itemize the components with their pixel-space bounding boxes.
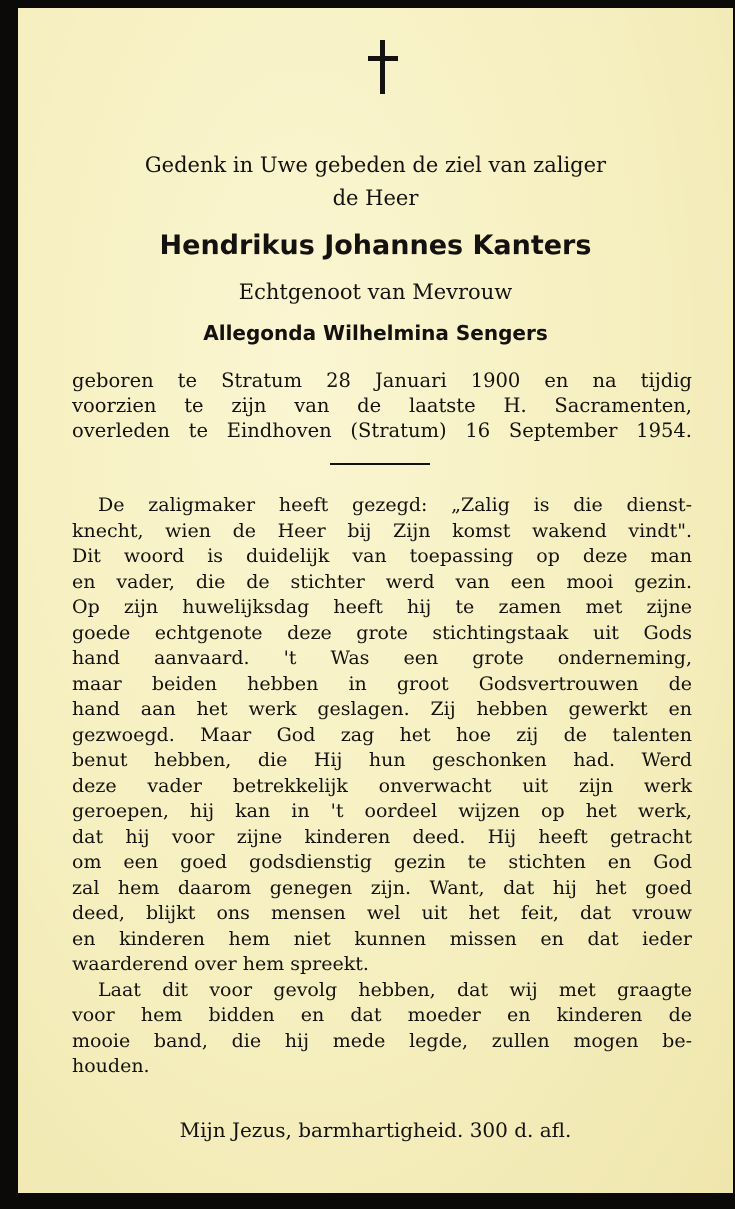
eulogy-line: houden.: [72, 1055, 150, 1077]
eulogy-line: zal hem daarom genegen zijn. Want, dat hij het goed: [72, 876, 692, 899]
divider: [330, 463, 430, 465]
eulogy-line: voor hem bidden en dat moeder en kinderen de: [72, 1004, 692, 1026]
eulogy-paragraph: [72, 493, 692, 1080]
intro-line: Gedenk in Uwe gebeden de ziel van zaliger: [144, 153, 607, 177]
birth-line: voorzien te zijn van de laatste H. Sacramenten,: [72, 394, 692, 417]
title-line: de Heer: [332, 186, 419, 210]
eulogy-line: Laat dit voor gevolg hebben, dat wij met graagte: [98, 978, 692, 1001]
birth-line: overleden te Eindhoven (Stratum) 16 September 1954.: [72, 419, 692, 442]
eulogy-line: Op zijn huwelijksdag heeft hij te zamen met zijne: [72, 596, 692, 618]
birth-death-paragraph: [72, 368, 692, 443]
relation-line: Echtgenoot van Mevrouw: [238, 280, 513, 304]
eulogy-line: Dit woord is duidelijk van toepassing op deze man: [72, 545, 692, 567]
eulogy-line: en kinderen hem niet kunnen missen en dat ieder: [72, 927, 692, 950]
indulgence-prayer: Mijn Jezus, barmhartigheid. 300 d. afl.: [179, 1118, 572, 1142]
eulogy-line: knecht, wien de Heer bij Zijn komst wakend vindt".: [72, 519, 692, 542]
eulogy-line: om een goed godsdienstig gezin te stichten en God: [72, 851, 692, 873]
eulogy-line: hand aanvaard. 't Was een grote onderneming,: [72, 647, 692, 669]
eulogy-line: mooie band, die hij mede legde, zullen mogen be-: [72, 1029, 692, 1052]
eulogy-line: deed, blijkt ons mensen wel uit het feit, dat vrouw: [72, 902, 692, 924]
deceased-name: Hendrikus Johannes Kanters: [159, 230, 592, 261]
eulogy-line: deze vader betrekkelijk onverwacht uit zijn werk: [72, 774, 692, 797]
eulogy-line: benut hebben, die Hij hun geschonken had. Werd: [72, 749, 692, 771]
eulogy-line: maar beiden hebben in groot Godsvertrouwen de: [72, 672, 692, 695]
eulogy-line: gezwoegd. Maar God zag het hoe zij de talenten: [72, 723, 692, 746]
eulogy-line: waarderend over hem spreekt.: [72, 953, 369, 975]
eulogy-line: dat hij voor zijne kinderen deed. Hij heeft getracht: [72, 825, 692, 848]
eulogy-line: De zaligmaker heeft gezegd: „Zalig is die dienst-: [98, 494, 692, 516]
birth-line: geboren te Stratum 28 Januari 1900 en na tijdig: [72, 369, 692, 392]
memorial-card: [18, 8, 733, 1193]
cross-icon: [368, 40, 398, 94]
spouse-name: Allegonda Wilhelmina Sengers: [203, 321, 548, 345]
eulogy-line: geroepen, hij kan in 't oordeel wijzen op het werk,: [72, 800, 692, 822]
eulogy-line: en vader, die de stichter werd van een mooi gezin.: [72, 570, 692, 593]
eulogy-line: hand aan het werk geslagen. Zij hebben gewerkt en: [72, 698, 692, 720]
eulogy-line: goede echtgenote deze grote stichtingstaak uit Gods: [72, 621, 692, 644]
